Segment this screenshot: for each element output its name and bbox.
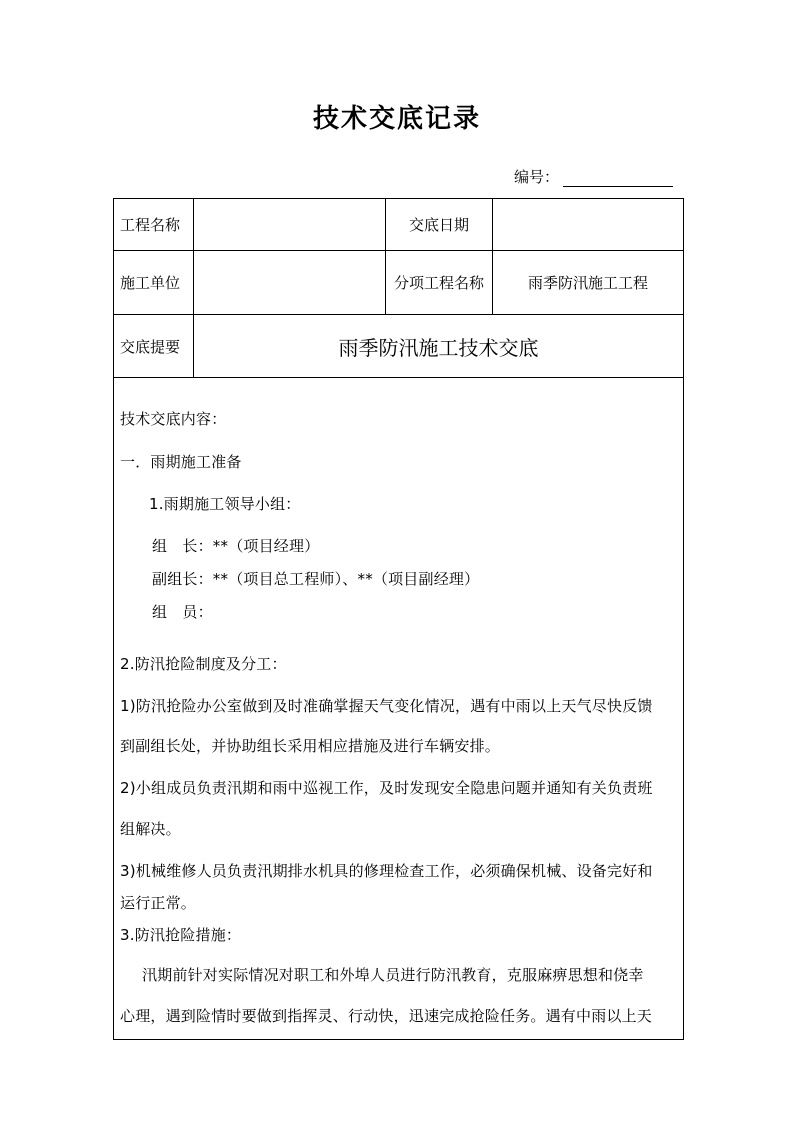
construction-unit-label: 施工单位 bbox=[114, 251, 194, 315]
construction-unit-value bbox=[194, 251, 386, 315]
sub-project-name-value: 雨季防汛施工工程 bbox=[493, 251, 684, 315]
serial-value-field bbox=[563, 168, 673, 187]
summary-label: 交底提要 bbox=[114, 315, 194, 378]
disclosure-content bbox=[114, 378, 683, 1039]
paragraph1-line1: 1)防汛抢险办公室做到及时准确掌握天气变化情况，遇有中雨以上天气尽快反馈 bbox=[120, 697, 653, 715]
sub-project-name-label: 分项工程名称 bbox=[386, 251, 493, 315]
table-row-content bbox=[114, 378, 684, 1040]
project-name-label: 工程名称 bbox=[114, 199, 194, 251]
content-cell bbox=[114, 378, 684, 1040]
disclosure-date-value bbox=[493, 199, 684, 251]
paragraph3-line1: 3)机械维修人员负责汛期排水机具的修理检查工作，必须确保机械、设备完好和 bbox=[120, 862, 653, 880]
leader-line: 组 长：**（项目经理） bbox=[152, 537, 320, 555]
paragraph4-line1: 汛期前针对实际情况对职工和外埠人员进行防汛教育，克服麻痹思想和侥幸 bbox=[142, 966, 644, 984]
table-row-project bbox=[114, 199, 684, 251]
summary-value: 雨季防汛施工技术交底 bbox=[194, 315, 684, 378]
item3-title: 3.防汛抢险措施： bbox=[120, 926, 242, 944]
project-name-value bbox=[194, 199, 386, 251]
paragraph1-line2: 到副组长处，并协助组长采用相应措施及进行车辆安排。 bbox=[120, 737, 501, 755]
paragraph4-line2: 心理，遇到险情时要做到指挥灵、行动快，迅速完成抢险任务。遇有中雨以上天 bbox=[120, 1007, 653, 1025]
paragraph2-line2: 组解决。 bbox=[120, 820, 181, 838]
members-line: 组 员： bbox=[152, 603, 213, 621]
serial-number bbox=[514, 166, 673, 187]
disclosure-date-label: 交底日期 bbox=[386, 199, 493, 251]
item2-title: 2.防汛抢险制度及分工： bbox=[120, 655, 287, 673]
paragraph2-line1: 2)小组成员负责汛期和雨中巡视工作，及时发现安全隐患问题并通知有关负责班 bbox=[120, 779, 653, 797]
serial-label: 编号： bbox=[514, 168, 560, 186]
document-title: 技术交底记录 bbox=[312, 104, 481, 134]
disclosure-form-table bbox=[113, 198, 684, 1040]
deputy-line: 副组长：**（项目总工程师）、**（项目副经理） bbox=[152, 570, 480, 588]
section1-title: 一．雨期施工准备 bbox=[120, 453, 242, 471]
table-row-unit bbox=[114, 251, 684, 315]
table-row-summary bbox=[114, 315, 684, 378]
paragraph3-line2: 运行正常。 bbox=[120, 894, 197, 912]
item1-title: 1.雨期施工领导小组： bbox=[149, 495, 301, 513]
content-heading: 技术交底内容： bbox=[120, 410, 227, 428]
